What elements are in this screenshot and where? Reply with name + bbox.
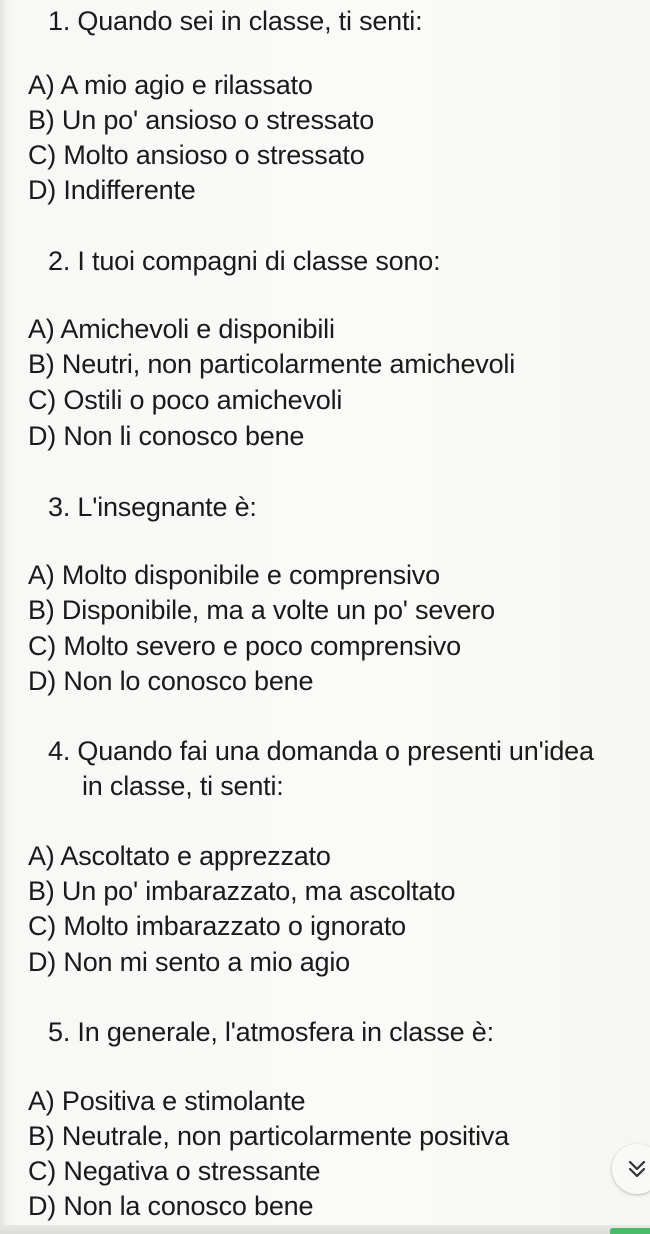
question-4-option-d: D) Non mi sento a mio agio [28,947,350,977]
question-3-option-a: A) Molto disponibile e comprensivo [28,560,440,590]
question-4-option-c: C) Molto imbarazzato o ignorato [28,911,406,941]
question-3-title: 3. L'insegnante è: [48,492,257,522]
question-3-option-d: D) Non lo conosco bene [28,666,314,696]
question-3-option-c: C) Molto severo e poco comprensivo [28,631,461,661]
question-5-option-b: B) Neutrale, non particolarmente positiva [28,1121,510,1151]
bottom-edge [0,1225,650,1234]
question-2-option-c: C) Ostili o poco amichevoli [28,385,343,415]
question-4-title: 4. Quando fai una domanda o presenti un'idea [48,736,594,766]
double-chevron-down-icon [626,1158,648,1180]
accent-tab [610,1228,650,1234]
question-4-option-a: A) Ascoltato e apprezzato [28,841,331,871]
question-2-option-b: B) Neutri, non particolarmente amichevoli [28,349,516,379]
question-3-option-b: B) Disponibile, ma a volte un po' severo [28,595,495,625]
scroll-down-button[interactable] [612,1144,650,1194]
question-1-option-c: C) Molto ansioso o stressato [28,140,365,170]
question-1-option-d: D) Indifferente [28,175,196,205]
question-5-option-a: A) Positiva e stimolante [28,1086,306,1116]
question-4-title-continued: in classe, ti senti: [82,771,284,801]
question-1-option-b: B) Un po' ansioso o stressato [28,105,375,135]
question-5-option-c: C) Negativa o stressante [28,1156,321,1186]
question-2-option-d: D) Non li conosco bene [28,421,305,451]
question-2-option-a: A) Amichevoli e disponibili [28,314,335,344]
question-1-title: 1. Quando sei in classe, ti senti: [48,6,423,36]
question-2-title: 2. I tuoi compagni di classe sono: [48,246,441,276]
question-4-option-b: B) Un po' imbarazzato, ma ascoltato [28,876,456,906]
question-5-option-d: D) Non la conosco bene [28,1191,314,1221]
question-5-title: 5. In generale, l'atmosfera in classe è: [48,1017,494,1047]
page-edge [0,0,6,1234]
question-1-option-a: A) A mio agio e rilassato [28,70,313,100]
